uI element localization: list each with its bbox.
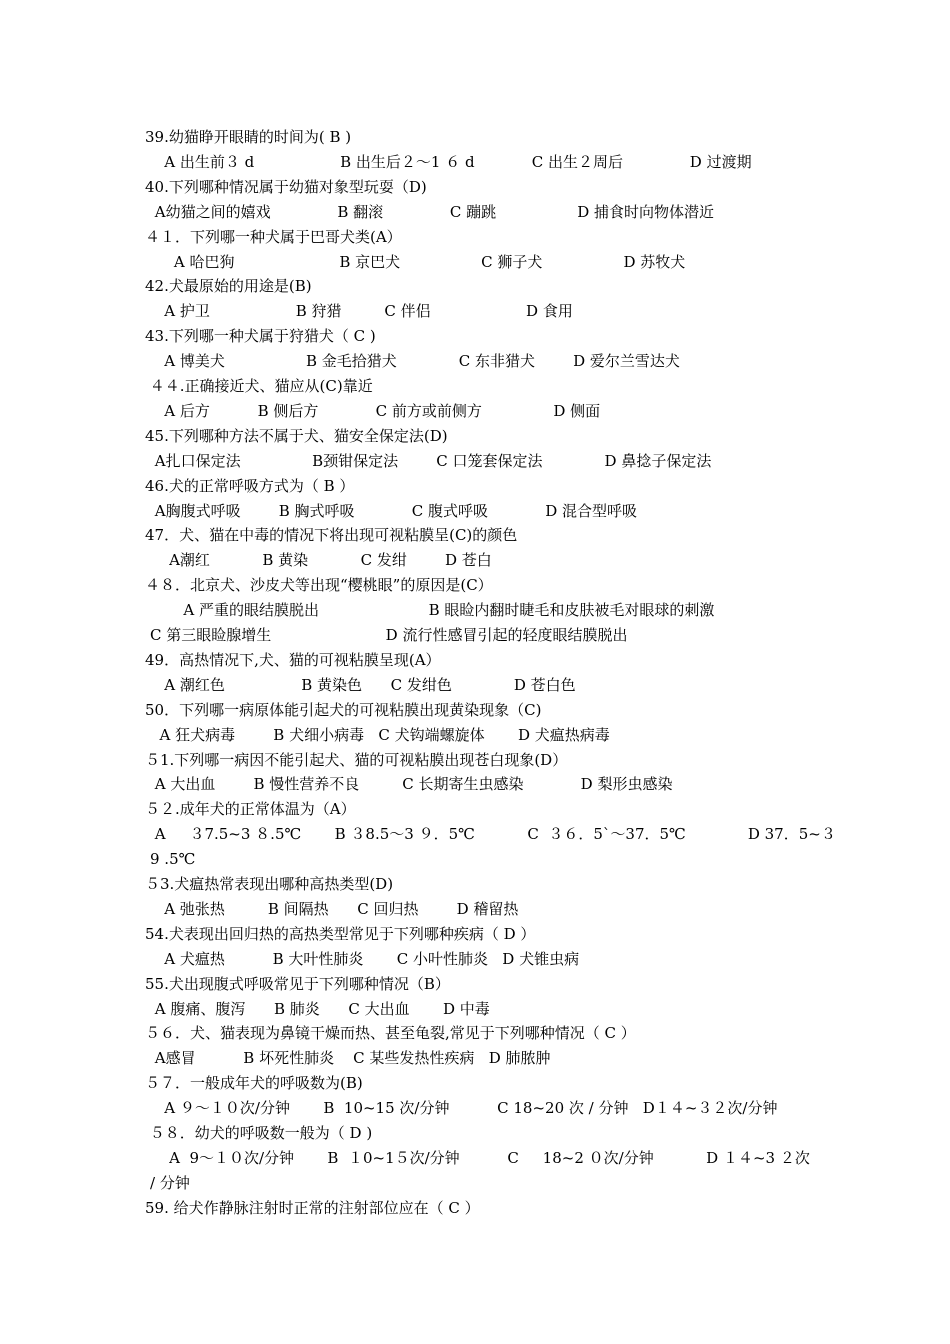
answer-options: A 弛张热 B 间隔热 C 回归热 D 稽留热	[150, 899, 519, 918]
answer-options: A胸腹式呼吸 B 胸式呼吸 C 腹式呼吸 D 混合型呼吸	[150, 501, 638, 520]
question-text: 50．下列哪一病原体能引起犬的可视粘膜出现黄染现象（C)	[145, 700, 542, 719]
answer-options: A 哈巴狗 B 京巴犬 C 狮子犬 D 苏牧犬	[150, 252, 686, 271]
question-text: ４８．北京犬、沙皮犬等出现“樱桃眼”的原因是(C）	[145, 576, 493, 595]
question-text: ５６．犬、猫表现为鼻镜干燥而热、甚至龟裂,常见于下列哪种情况（ C ）	[145, 1024, 636, 1043]
answer-options: A感冒 B 坏死性肺炎 C 某些发热性疾病 D 肺脓肿	[150, 1049, 551, 1068]
answer-options: C 第三眼睑腺增生 D 流行性感冒引起的轻度眼结膜脱出	[150, 626, 628, 644]
answer-options: A ３7.5~3 ８.5℃ B ３8.5～3 ９．5℃ C ３６．5`～37．5℃ D 37．5~３	[150, 825, 836, 844]
question-text: ５７．一般成年犬的呼吸数为(B)	[145, 1074, 363, 1093]
answer-options: A 腹痛、腹泻 B 肺炎 C 大出血 D 中毒	[150, 999, 490, 1018]
question-text: 47．犬、猫在中毒的情况下将出现可视粘膜呈(C)的颜色	[145, 526, 518, 545]
answer-options: A ９～１０次/分钟 B 10~15 次/分钟 C 18~20 次 / 分钟 D１４~３２次/分钟	[150, 1099, 778, 1118]
answer-options: A 狂犬病毒 B 犬细小病毒 C 犬钩端螺旋体 D 犬瘟热病毒	[150, 725, 610, 744]
answer-options: A 后方 B 侧后方 C 前方或前侧方 D 侧面	[150, 401, 601, 420]
question-text: ４１．下列哪一种犬属于巴哥犬类(A）	[145, 227, 402, 246]
answer-options: A 潮红色 B 黄染色 C 发绀色 D 苍白色	[150, 675, 576, 694]
answer-options: A 9～１０次/分钟 B １0~1５次/分钟 C 18~2 ０次/分钟 D １４~3 ２次	[150, 1148, 810, 1167]
question-text: ５3.犬瘟热常表现出哪种高热类型(D)	[145, 875, 394, 893]
answer-options: A 护卫 B 狩猎 C 伴侣 D 食用	[150, 302, 573, 321]
answer-options: A 严重的眼结膜脱出 B 眼睑内翻时睫毛和皮肤被毛对眼球的刺激	[150, 601, 715, 620]
question-text: 39.幼猫睁开眼睛的时间为( B )	[145, 128, 352, 146]
question-text: 59. 给犬作静脉注射时正常的注射部位应在（ C ）	[145, 1198, 480, 1217]
answer-options: A幼猫之间的嬉戏 B 翻滚 C 蹦跳 D 捕食时向物体潜近	[150, 202, 714, 221]
question-text: 40.下列哪种情况属于幼猫对象型玩耍（D)	[145, 177, 427, 196]
question-text: 49．高热情况下,犬、猫的可视粘膜呈现(A）	[145, 650, 441, 669]
question-text: 46.犬的正常呼吸方式为（ B ）	[145, 476, 355, 495]
answer-options: A 出生前３ d B 出生后２～1 ６ d C 出生２周后 D 过渡期	[150, 152, 752, 171]
question-text: ４４.正确接近犬、猫应从(C)靠近	[145, 377, 373, 395]
answer-options: / 分钟	[150, 1173, 190, 1192]
answer-options: A潮红 B 黄染 C 发绀 D 苍白	[150, 551, 492, 570]
question-text: ５８．幼犬的呼吸数一般为（ D )	[145, 1124, 373, 1142]
question-text: 55.犬出现腹式呼吸常见于下列哪种情况（B）	[145, 974, 450, 993]
question-text: 54.犬表现出回归热的高热类型常见于下列哪种疾病（ D ）	[145, 924, 536, 943]
answer-options: 9 .5℃	[150, 850, 196, 869]
answer-options: A 大出血 B 慢性营养不良 C 长期寄生虫感染 D 梨形虫感染	[150, 775, 673, 794]
question-text: 43.下列哪一种犬属于狩猎犬（ C )	[145, 327, 376, 346]
question-text: 42.犬最原始的用途是(B)	[145, 277, 312, 296]
answer-options: A扎口保定法 B颈钳保定法 C 口笼套保定法 D 鼻捻子保定法	[150, 451, 712, 470]
answer-options: A 博美犬 B 金毛拾猎犬 C 东非猎犬 D 爱尔兰雪达犬	[150, 352, 680, 371]
question-text: ５２.成年犬的正常体温为（A）	[145, 800, 356, 819]
question-text: 45.下列哪种方法不属于犬、猫安全保定法(D)	[145, 426, 448, 445]
answer-options: A 犬瘟热 B 大叶性肺炎 C 小叶性肺炎 D 犬锥虫病	[150, 949, 580, 968]
question-text: ５1.下列哪一病因不能引起犬、猫的可视粘膜出现苍白现象(D）	[145, 750, 568, 769]
